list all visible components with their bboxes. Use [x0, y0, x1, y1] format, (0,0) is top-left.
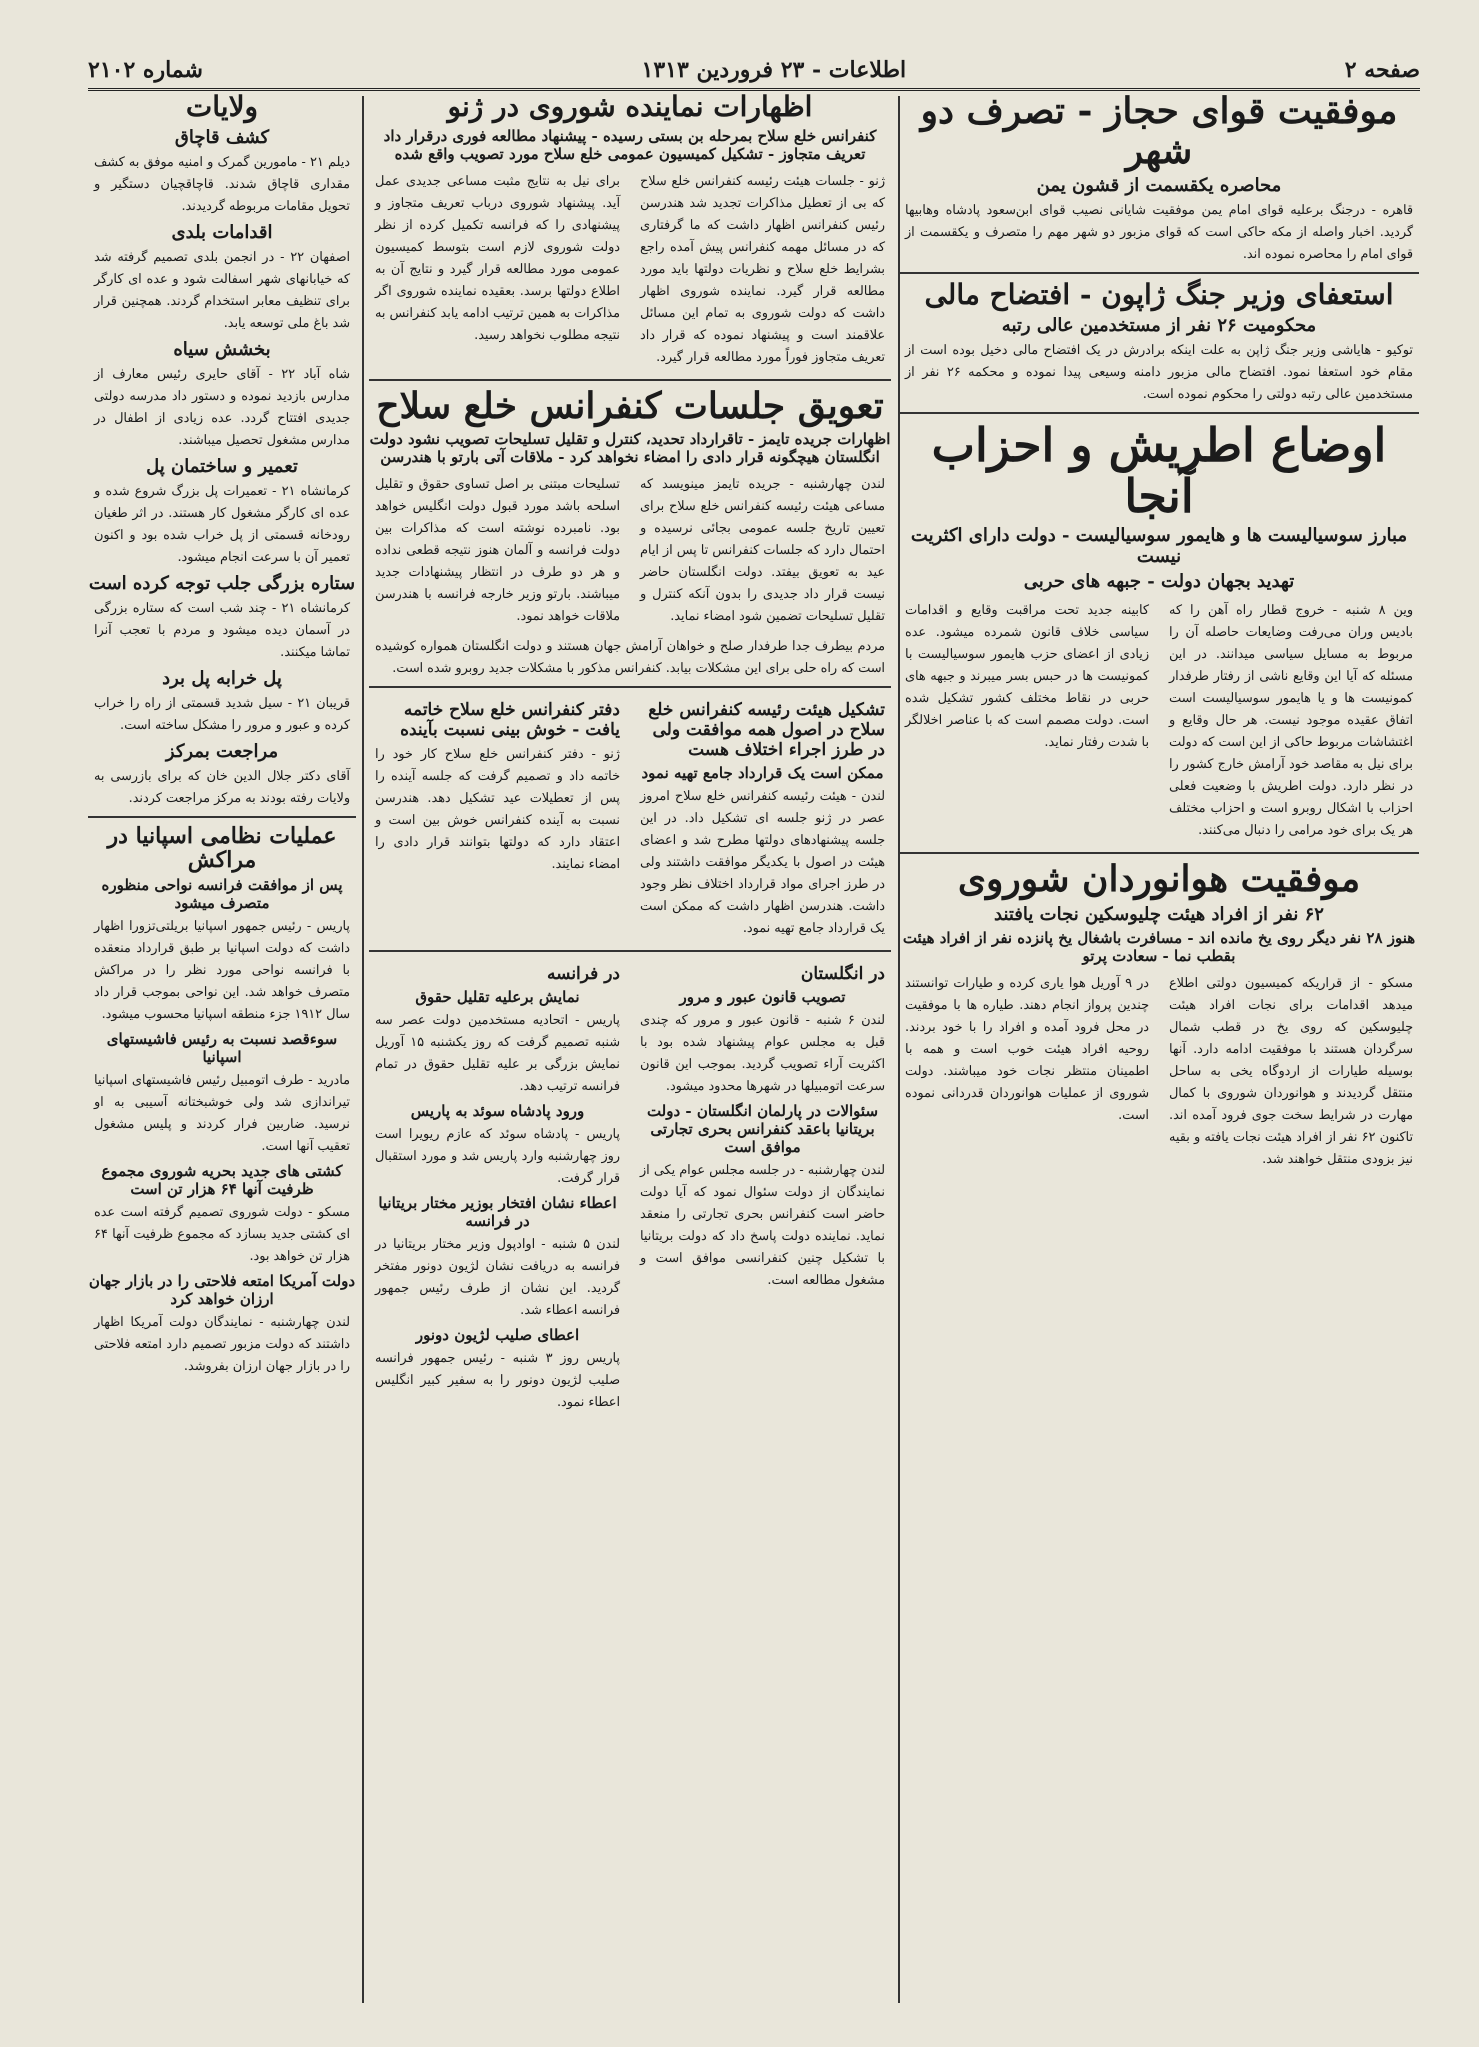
page-number: صفحه ۲	[1344, 57, 1420, 83]
subhead-demonstration: نمایش برعلیه تقلیل حقوق	[415, 988, 580, 1007]
headline-soviet-geneva: اظهارات نماینده شوروی در ژنو	[447, 92, 813, 123]
subhead-medal: اعطاء نشان افتخار بوزیر مختار بریتانیا در فرانسه	[378, 1194, 617, 1231]
article-spain-attack: مادرید - طرف اتومبیل رئیس فاشیستهای اسپانیا تیراندازی شد ولی خوشبختانه آسیبی به او نرسید. ضاربین فرار کردند و پلیس مشغول تعقیب آنها است.	[94, 1073, 350, 1155]
subhead-legion: اعطای صلیب لژیون دونور	[415, 1326, 580, 1345]
subhead-smuggling: کشف قاچاق	[174, 126, 270, 148]
subhead-municipal: اقدامات بلدی	[171, 221, 273, 243]
article-geneva-a: ژنو - جلسات هیئت رئیسه کنفرانس خلع سلاح که بی از تعطیل مذاکرات تجدید شد هندرسن رئیس کنفرانس اظهار داشت که ما گرفتاری که در مسائل مهمه کنفرانس پیش آمده راجع بشرایط خلع سلاح و نظریات دولتها باید مورد مطالعه قرار گیرد. نماینده شوروی اظهار داشت که دولت شوروی به تمام این مسائل علاقمند است و پیشنهاد نموده که قرار داد تعریف متجاوز فوراً مورد مطالعه قرار گیرد.	[640, 173, 885, 365]
headline-japan: استعفای وزیر جنگ ژاپون - افتضاح مالی	[924, 278, 1394, 312]
article-smuggling: دیلم ۲۱ - مامورین گمرک و امنیه موفق به کشف مقداری قاچاق شدند. قاچاقچیان دستگیر و تحویل مقامات مربوطه گردیدند.	[94, 154, 350, 214]
subhead-star: ستاره بزرگی جلب توجه کرده است	[88, 572, 356, 594]
article-usa-agri: لندن چهارشنبه - نمایندگان دولت آمریکا اظهار داشتند که دولت مزبور تصمیم دارد امتعه فلاحتی را در بازار جهان ارزان بفروشد.	[94, 1315, 350, 1375]
article-disarmament-a: لندن چهارشنبه - جریده تایمز مینویسد که مساعی هیئت رئیسه کنفرانس خلع سلاح برای تعیین تاریخ جلسه عمومی بجائی نرسیده و احتمال دارد که جلسات کنفرانس تا پس از ایام عید به تعویق بیفتد. دولت انگلستان حاضر نیست قرار داد جدیدی را بدون آنکه کنترل و تقلیل تسلیحات تضمین شود امضاء نماید.	[640, 477, 885, 625]
article-austria-b: کابینه جدید تحت مراقبت وقایع و اقدامات سیاسی خلاف قانون شمرده میشود. عده زیادی از اعضای حزب هایمور سوسیالیست با کمونیست ها در حبس بسر میبرند و جبهه های حربی در نقاط مختلف کشور تشکیل شده است. دولت مصمم است که با عناصر اخلالگر با شدت رفتار نماید.	[905, 603, 1149, 751]
headline-disarmament-delay: تعویق جلسات کنفرانس خلع سلاح	[376, 384, 884, 427]
subhead-sweden-king: ورود پادشاه سوئد به پاریس	[410, 1102, 585, 1121]
subhead-japan: محکومیت ۲۶ نفر از مستخدمین عالی رتبه	[1001, 314, 1317, 336]
headline-soviet-aviators: موفقیت هوانوردان شوروی	[957, 858, 1361, 901]
subhead-parliament: سئوالات در پارلمان انگلستان - دولت بریتانیا باعقد کنفرانس بحری تجارتی موافق است	[646, 1102, 879, 1157]
subhead-flood: پل خرابه پل برد	[162, 667, 282, 689]
article-japan: توکیو - هایاشی وزیر جنگ ژاپن به علت اینکه برادرش در یک افتضاح مالی دخیل بوده است از مقام خود استعفا نمود. افتضاح مالی مزبور دامنه وسیعی پیدا نموده و محکمه ۲۶ نفر از مستخدمین عالی رتبه دولتی را محکوم نموده است.	[905, 342, 1413, 402]
subhead-traffic-law: تصویب قانون عبور و مرور	[679, 988, 846, 1007]
subhead-hejaz: محاصره یکقسمت از قشون یمن	[1036, 175, 1282, 197]
issue-date: اطلاعات - ۲۳ فروردین ۱۳۱۳	[641, 57, 907, 83]
headline-bureau: دفتر کنفرانس خلع سلاح خاتمه یافت - خوش بینی نسبت بآینده	[400, 700, 620, 741]
section-england: در انگلستان	[800, 964, 885, 985]
headline-spain-morocco: عملیات نظامی اسپانیا در مراکش	[107, 822, 337, 873]
article-sweden-king: پاریس - پادشاه سوئد که عازم ریویرا است روز چهارشنبه وارد پاریس شد و مورد استقبال قرار گرفت.	[375, 1127, 620, 1187]
article-geneva-b: برای نیل به نتایج مثبت مساعی جدیدی عمل آید. پیشنهاد شوروی درباب تعریف متجاوز و پیشنهادی را که فرانسه تکمیل کرده از نظر دولت شوروی لازم است بتوسط کمیسیون عمومی مورد مطالعه قرار گیرد و نتایج آن به اطلاع دولتها برسد. بعقیده نماینده شوروی اگر مذاکرات به همین ترتیب ادامه یابد کنفرانس به نتیجه مطلوب نخواهد رسید.	[375, 173, 620, 343]
subhead-usa-agri: دولت آمریکا امتعه فلاحتی را در بازار جهان ارزان خواهد کرد	[88, 1272, 356, 1309]
subhead-soviet-navy: کشتی های جدید بحریه شوروی مجموع ظرفیت آنها ۶۴ هزار تن است	[101, 1162, 343, 1199]
headline-austria: اوضاع اطریش و احزاب آنجا	[931, 417, 1387, 523]
subhead-soviet-aviators-2: هنوز ۲۸ نفر دیگر روی یخ مانده اند - مسافرت باشغال یخ پانزده نفر از افراد هیئت بقطب نما - سعادت پرتو	[902, 928, 1416, 965]
subhead-bridge: تعمیر و ساختمان پل	[146, 455, 298, 477]
article-legion: پاریس روز ۳ شنبه - رئیس جمهور فرانسه صلیب لژیون دونور را به سفیر کبیر انگلیس اعطاء نمود.	[375, 1351, 620, 1411]
column-right	[899, 92, 1419, 2007]
article-chelyuskin-b: در ۹ آوریل هوا یاری کرده و طیارات توانستند چندین پرواز انجام دهند. طیاره ها با موفقیت در محل فرود آمده و افراد را با خود بردند. روحیه افراد هیئت خوب است و همه با اطمینان منتظر نجات خود میباشند. دولت شوروی از عملیات هوانوردان قدردانی نموده است.	[905, 975, 1149, 1123]
article-demonstration: پاریس - اتحادیه مستخدمین دولت عصر سه شنبه تصمیم گرفت که روز یکشنبه ۱۵ آوریل نمایش بزرگی بر علیه تقلیل حقوق در تمام فرانسه ترتیب دهد.	[375, 1013, 620, 1095]
column-left	[88, 92, 356, 2007]
subhead-austria-2: تهدید بجهان دولت - جبهه های حربی	[1023, 571, 1295, 593]
subhead-presidium: ممکن است یک قرارداد جامع تهیه نمود	[641, 764, 884, 783]
article-austria-a: وین ۸ شنبه - خروج قطار راه آهن را که بادیس وران می‌رفت وضایعات حاصله آن را مربوط به مسایل سیاسی میدانند. در این مسئله که آیا این وقایع ناشی از رفتار طرفدار کمونیست ها و یا هایمور سوسیالیست است اتفاق عقیده موجود نیست. هر حال وقایع و اغتشاشات مربوط حاکی از این است که دولت برای نیل به مقاصد خود آرامش خارج کشور را در نظر دارد. دولت اطریش با وضعیت فعلی احزاب با اشکال روبرو است و احزاب مختلف هر یک برای خود مرامی را دنبال می‌کنند.	[1169, 603, 1414, 839]
article-presidium: لندن - هیئت رئیسه کنفرانس خلع سلاح امروز عصر در ژنو جلسه ای تشکیل داد. در این جلسه پیشنهادهای دولتها مطرح شد و اعضای هیئت در اصول با یکدیگر موافقت داشتند ولی در طرز اجرای مواد قرارداد اختلاف نظر وجود داشت. هندرسن اظهار داشت که ممکن است یک قرارداد جامع تهیه نمود.	[640, 789, 885, 937]
headline-hejaz: موفقیت قوای حجاز - تصرف دو شهر	[920, 92, 1398, 172]
headline-provinces: ولایات	[185, 92, 259, 123]
issue-number: شماره ۲۱۰۲	[88, 57, 203, 83]
subhead-disarmament-delay: اظهارات جریده تایمز - تاقرارداد تحدید، کنترل و تقلیل تسلیحات تصویب نشود دولت انگلستان هیچگونه قرار دادی را امضاء نخواهد کرد - ملاقات آتی بارتو با هندرسن	[369, 430, 891, 467]
page-header	[88, 52, 1420, 91]
article-parliament: لندن چهارشنبه - در جلسه مجلس عوام یکی از نمایندگان از دولت سئوال نمود که آیا دولت حاضر است کنفرانس بحری تجارتی را منعقد نماید. نماینده دولت پاسخ داد که دولت بریتانیا با تشکیل چنین کنفرانسی موافق است و مشغول مطالعه است.	[640, 1163, 885, 1289]
article-spain-morocco: پاریس - رئیس جمهور اسپانیا بریلتی‌تزورا اظهار داشت که دولت اسپانیا بر طبق قرارداد منعقده با فرانسه نواحی مورد نظر را در مراکش متصرف خواهد شد. این نواحی بموجب قرار داد سال ۱۹۱۲ جزء منطقه اسپانیا محسوب میشود.	[94, 919, 350, 1023]
article-bureau: ژنو - دفتر کنفرانس خلع سلاح کار خود را خاتمه داد و تصمیم گرفت که جلسه آینده را پس از تعطیلات عید تشکیل دهد. هندرسن نسبت به آینده کنفرانس خوش بین است و اعتقاد دارد که دولتها بتوانند قرار دادی را امضاء نمایند.	[375, 747, 620, 873]
subhead-austria: مبارز سوسیالیست ها و هایمور سوسیالیست - دولت دارای اکثریت نیست	[910, 525, 1408, 568]
subhead-spain-attack: سوء‌قصد نسبت به رئیس فاشیستهای اسپانیا	[106, 1030, 338, 1067]
article-municipal: اصفهان ۲۲ - در انجمن بلدی تصمیم گرفته شد که خیابانهای شهر اسفالت شود و عده ای کارگر برای تنظیف معابر استخدام گردند. همچنین قرار شد باغ ملی توسعه یابد.	[94, 249, 350, 331]
article-disarmament-c: مردم بیطرف جدا طرفدار صلح و خواهان آرامش جهان هستند و دولت انگلستان همواره کوشیده است که راه حلی برای این مشکلات بیابد. کنفرانس مذکور با مشکلات جدید روبرو شده است.	[375, 639, 885, 677]
article-section: شاه آباد ۲۲ - آقای حایری رئیس معارف از مدارس بازدید نموده و دستور داد مدرسه دولتی جدیدی افتتاح گردد. عده زیادی از اطفال در مدارس مشغول تحصیل میباشند.	[94, 366, 350, 448]
column-middle	[369, 92, 891, 2007]
article-star: کرمانشاه ۲۱ - چند شب است که ستاره بزرگی در آسمان دیده میشود و مردم با تعجب آنرا تماشا میکنند.	[94, 600, 350, 660]
article-traffic-law: لندن ۶ شنبه - قانون عبور و مرور که چندی قبل به مجلس عوام پیشنهاد شده بود با اکثریت آراء تصویب گردید. بموجب این قانون سرعت اتومبیلها در شهرها محدود میشود.	[640, 1013, 885, 1095]
article-disarmament-b: تسلیحات مبتنی بر اصل تساوی حقوق و تقلیل اسلحه باشد مورد قبول دولت انگلیس خواهد بود. نامبرده نوشته است که مذاکرات بین دولت فرانسه و آلمان هنوز نتیجه قطعی نداده و هر دو طرف در انتظار پیشنهادات جدید میباشند. بارتو وزیر خارجه فرانسه با هندرسن ملاقات خواهد نمود.	[375, 477, 620, 625]
article-flood: قریبان ۲۱ - سیل شدید قسمتی از راه را خراب کرده و عبور و مرور را مشکل ساخته است.	[94, 695, 351, 733]
article-chelyuskin-a: مسکو - از قراریکه کمیسیون دولتی اطلاع میدهد اقدامات برای نجات افراد هیئت چلیوسکین که روی یخ در قطب شمال سرگردان هستند با موفقیت ادامه دارد. آنها بوسیله طیارات از اردوگاه یخی به ساحل منتقل گردیدند و هوانوردان شوروی با کمال مهارت در شرایط سخت جوی فرود آمده اند. تاکنون ۶۲ نفر از افراد هیئت نجات یافته و بقیه نیز بزودی منتقل خواهند شد.	[1169, 975, 1413, 1167]
subhead-spain-morocco: پس از موافقت فرانسه نواحی منظوره متصرف میشود	[101, 876, 343, 913]
subhead-soviet-aviators: ۶۲ نفر از افراد هیئت چلیوسکین نجات یافتند	[994, 903, 1324, 925]
headline-presidium: تشکیل هیئت رئیسه کنفرانس خلع سلاح در اصول همه موافقت ولی در طرز اجراء اختلاف هست	[648, 700, 885, 761]
article-medal: لندن ۵ شنبه - اوادپول وزیر مختار بریتانیا در فرانسه به دریافت نشان لژیون دونور مفتخر گردید. این نشان از طرف رئیس جمهور فرانسه اعطاء شد.	[375, 1237, 620, 1319]
subhead-soviet-geneva: کنفرانس خلع سلاح بمرحله بن بستی رسیده - پیشنهاد مطالعه فوری درقرار داد تعریف متجاوز - تشکیل کمیسیون عمومی خلع سلاح مورد تصویب واقع شده	[383, 126, 877, 163]
article-hejaz: قاهره - درجنگ برعلیه قوای امام یمن موفقیت شایانی نصیب قوای ابن‌سعود پادشاه وهابیها گردید. اخبار واصله از مکه حاکی است که قوای مزبور دو شهر مهم را متصرف و یکقسمت از قوای امام را محاصره نموده اند.	[905, 203, 1413, 263]
subhead-section: بخشش سیاه	[173, 338, 271, 360]
article-bridge: کرمانشاه ۲۱ - تعمیرات پل بزرگ شروع شده و عده ای کارگر مشغول کار هستند. در اثر طغیان رودخانه قسمتی از پل خراب شده بود و اکنون تعمیر آن با سرعت انجام میشود.	[94, 483, 350, 565]
article-return: آقای دکتر جلال الدین خان که برای بازرسی به ولایات رفته بودند به مرکز مراجعت کردند.	[94, 768, 350, 806]
subhead-return: مراجعت بمرکز	[165, 740, 279, 762]
section-france: در فرانسه	[547, 964, 620, 985]
article-soviet-navy: مسکو - دولت شوروی تصمیم گرفته است عده ای کشتی جدید بسازد که مجموع ظرفیت آنها ۶۴ هزار تن خواهد بود.	[94, 1205, 350, 1265]
